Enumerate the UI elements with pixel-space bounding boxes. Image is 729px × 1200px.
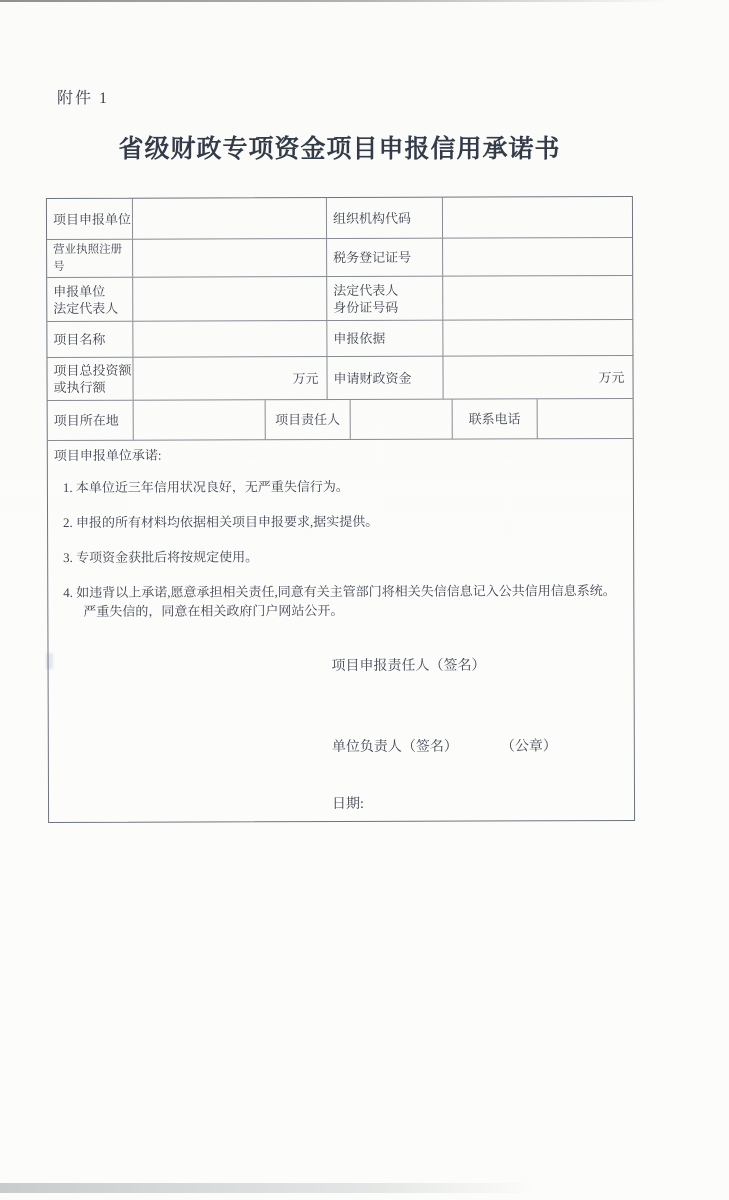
total-investment-value xyxy=(133,357,327,400)
commitment-item-2: 2. 申报的所有材料均依据相关项目申报要求,据实提供。 xyxy=(63,513,379,530)
scan-artifact-top-edge xyxy=(0,0,729,2)
tax-reg-no-value xyxy=(443,238,632,276)
applicant-signature-label: 项目申报责任人（签名） xyxy=(331,658,486,675)
business-license-no-label: 营业执照注册号 xyxy=(47,240,133,277)
project-applicant-value xyxy=(133,198,327,239)
head-signature-line xyxy=(332,735,557,756)
tax-reg-no-label: 税务登记证号 xyxy=(327,239,443,276)
commitment-item-4: 4. 如违背以上承诺,愿意承担相关责任,同意有关主管部门将相关失信信息记入公共信用信息系统。 严重失信的，同意在相关政府门户网站公开。 xyxy=(63,583,616,619)
row-legalrep-id xyxy=(47,276,632,322)
org-code-value xyxy=(443,197,632,238)
requested-funds-unit: 万元 xyxy=(598,369,625,385)
head-signature-label: 单位负责人（签名） xyxy=(331,739,458,756)
business-license-no-value xyxy=(133,239,327,277)
document-title: 省级财政专项资金项目申报信用承诺书 xyxy=(118,135,561,163)
date-label: 日期: xyxy=(332,796,364,813)
applicant-legal-rep-value xyxy=(133,277,327,321)
project-location-label: 项目所在地 xyxy=(48,401,134,440)
requested-funds-label: 申请财政资金 xyxy=(327,357,443,399)
commitment-cell xyxy=(48,439,634,822)
scan-artifact-bottom-shadow xyxy=(0,1183,535,1193)
commitment-item-1: 1. 本单位近三年信用状况良好，无严重失信行为。 xyxy=(62,478,349,495)
commitment-items xyxy=(63,476,627,621)
commitment-item-3: 3. 专项资金获批后将按规定使用。 xyxy=(63,549,259,565)
contact-phone-label: 联系电话 xyxy=(453,399,538,438)
requested-funds-value xyxy=(443,356,632,399)
row-location-leader-phone xyxy=(48,399,633,441)
total-investment-label: 项目总投资额 或执行额 xyxy=(47,358,133,400)
applicant-legal-rep-label: 申报单位 法定代表人 xyxy=(47,278,133,321)
legal-rep-id-value xyxy=(443,276,632,320)
row-license-tax xyxy=(47,238,632,278)
row-applicant-orgcode xyxy=(47,197,632,240)
total-investment-unit: 万元 xyxy=(292,370,319,386)
project-leader-value xyxy=(351,400,453,439)
application-basis-value xyxy=(443,320,632,356)
application-form-table xyxy=(46,196,635,823)
row-investment-funds xyxy=(47,356,632,401)
contact-phone-value xyxy=(538,399,633,438)
project-applicant-label: 项目申报单位 xyxy=(47,199,133,239)
project-name-label: 项目名称 xyxy=(47,322,133,357)
seal-label: （公章） xyxy=(507,739,557,755)
project-location-value xyxy=(134,400,266,439)
commitment-heading: 项目申报单位承诺: xyxy=(53,447,162,464)
attachment-label: 附件 1 xyxy=(57,90,110,107)
legal-rep-id-label: 法定代表人 身份证号码 xyxy=(327,277,443,320)
application-basis-label: 申报依据 xyxy=(327,321,443,356)
row-name-basis xyxy=(47,320,632,358)
row-commitment xyxy=(48,439,634,822)
project-name-value xyxy=(133,321,327,357)
org-code-label: 组织机构代码 xyxy=(327,198,443,238)
project-leader-label: 项目责任人 xyxy=(266,400,351,439)
